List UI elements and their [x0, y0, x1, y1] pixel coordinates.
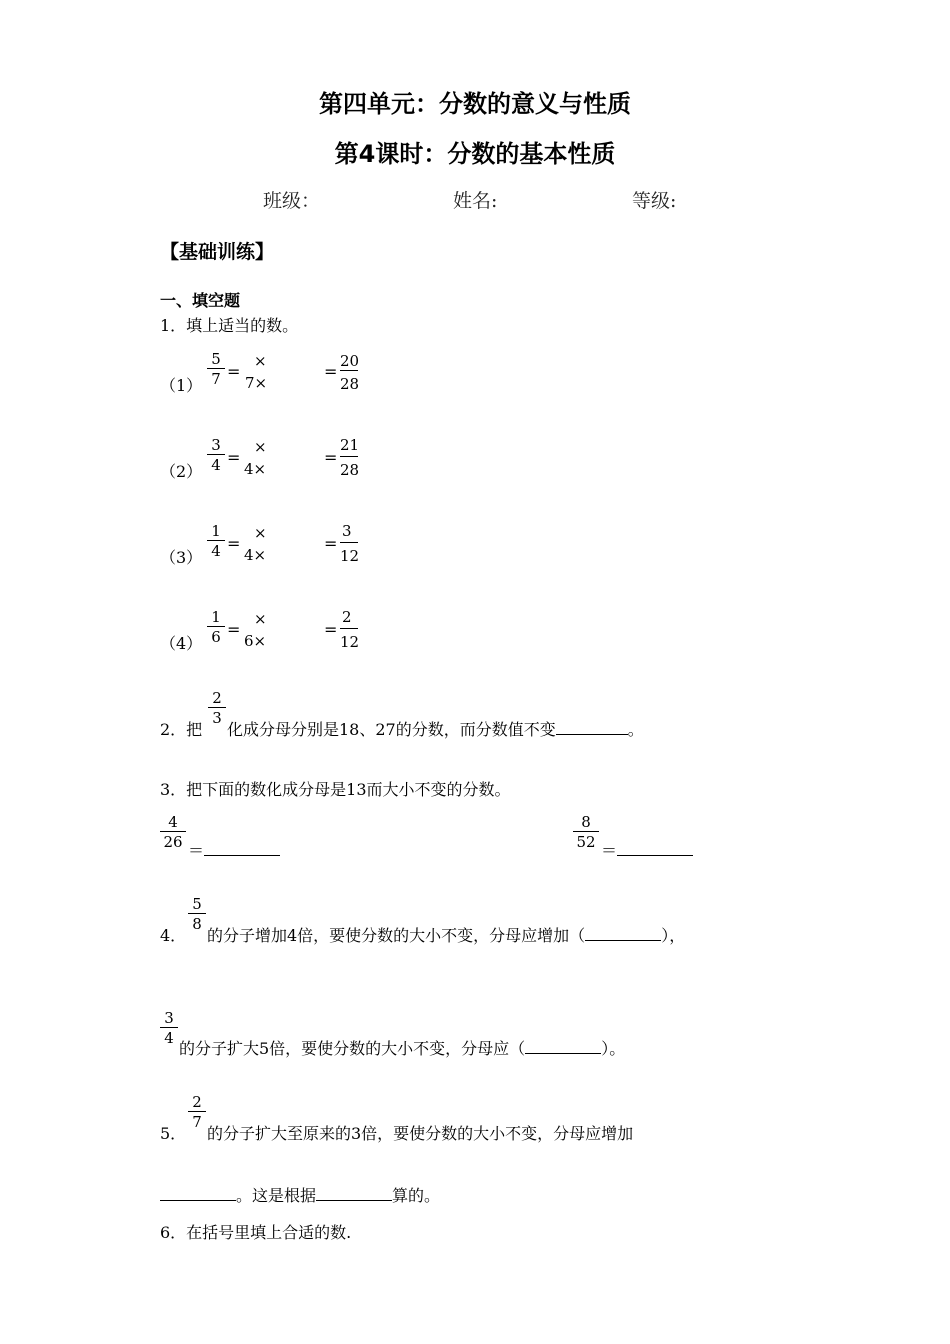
- denominator: 4: [211, 456, 221, 474]
- fraction: [208, 690, 226, 726]
- fraction: [573, 814, 599, 850]
- numerator: 4: [168, 813, 178, 831]
- name-label: 姓名:: [453, 190, 498, 212]
- q4-prefix: 4．: [160, 926, 187, 945]
- cut-den-part: 4×: [244, 546, 267, 564]
- fraction-bar: [340, 542, 358, 543]
- cut-den-part: 6×: [244, 632, 267, 650]
- denominator: 7: [211, 370, 221, 388]
- q1-item-label: （3）: [160, 548, 203, 567]
- cut-result-num: 3: [342, 522, 352, 540]
- q3-left-answer: [188, 838, 280, 861]
- q4-a-text: 的分子增加4倍，要使分数的大小不变，分母应增加（: [207, 926, 586, 945]
- q4-b-text: 的分子扩大5倍，要使分数的大小不变，分母应（: [179, 1039, 526, 1058]
- equals-sign: =: [227, 448, 241, 467]
- cut-mark-top: ×: [254, 524, 267, 542]
- q4-a-end: ），: [661, 926, 686, 945]
- section-heading: 【基础训练】: [160, 241, 275, 263]
- equals-sign: =: [227, 620, 241, 639]
- fraction: [207, 437, 225, 473]
- class-label: 班级：: [263, 190, 321, 212]
- q1-item-label: （4）: [160, 634, 203, 653]
- answer-blank[interactable]: [585, 924, 661, 941]
- q2-prefix: 2．把: [160, 720, 203, 739]
- cut-mark-top: ×: [254, 610, 267, 628]
- fraction: [160, 1010, 178, 1046]
- denominator: 4: [164, 1029, 174, 1047]
- q2-end: 。: [627, 720, 644, 739]
- numerator: 5: [211, 350, 221, 368]
- answer-blank[interactable]: [160, 1184, 236, 1201]
- numerator: 1: [211, 608, 221, 626]
- cut-result-num: 21: [340, 436, 360, 454]
- cut-result-den: 12: [340, 547, 360, 565]
- unit-title: 第四单元：分数的意义与性质: [319, 90, 631, 118]
- equals-sign: =: [324, 362, 338, 381]
- q5-prefix: 5．: [160, 1124, 187, 1143]
- q5-line-2: [160, 1183, 440, 1206]
- fraction-bar: [207, 454, 225, 455]
- denominator: 26: [163, 833, 183, 851]
- fraction: [207, 351, 225, 387]
- cut-result-num: 20: [340, 352, 360, 370]
- fraction-bar: [207, 626, 225, 627]
- equals-sign: ＝: [188, 841, 205, 860]
- fraction-bar: [207, 540, 225, 541]
- numerator: 1: [211, 522, 221, 540]
- denominator: 6: [211, 628, 221, 646]
- numerator: 2: [192, 1093, 202, 1111]
- equals-sign: =: [324, 448, 338, 467]
- cut-result-num: 2: [342, 608, 352, 626]
- cut-mark-top: ×: [254, 438, 267, 456]
- equals-sign: =: [227, 534, 241, 553]
- q4-line-a: [207, 923, 685, 946]
- fraction-bar: [340, 628, 358, 629]
- fraction-bar: [573, 831, 599, 832]
- fraction-bar: [188, 913, 206, 914]
- q4-b-end: ）。: [601, 1039, 626, 1058]
- fraction-bar: [207, 368, 225, 369]
- numerator: 3: [211, 436, 221, 454]
- answer-blank[interactable]: [525, 1037, 601, 1054]
- q1-item-label: （2）: [160, 462, 203, 481]
- cut-result-den: 28: [340, 461, 360, 479]
- cut-mark-top: ×: [254, 352, 267, 370]
- fraction-bar: [188, 1111, 206, 1112]
- q1-item-label: （1）: [160, 376, 203, 395]
- denominator: 7: [192, 1113, 202, 1131]
- q1-stem: 1．填上适当的数。: [160, 316, 299, 335]
- denominator: 3: [212, 709, 222, 727]
- q5-end: 算的。: [392, 1186, 441, 1205]
- q5-text: 的分子扩大至原来的3倍，要使分数的大小不变，分母应增加: [207, 1124, 634, 1143]
- fraction: [188, 896, 206, 932]
- fraction-bar: [160, 1027, 178, 1028]
- fraction-bar: [160, 831, 186, 832]
- cut-den-part: 7×: [245, 374, 268, 392]
- cut-result-den: 12: [340, 633, 360, 651]
- q2-text: [227, 717, 644, 740]
- lesson-title: 第4课时：分数的基本性质: [334, 140, 616, 168]
- fraction-bar: [208, 707, 226, 708]
- denominator: 8: [192, 915, 202, 933]
- answer-blank[interactable]: [316, 1184, 392, 1201]
- grade-label: 等级:: [632, 190, 677, 212]
- q2-body: 化成分母分别是18、27的分数，而分数值不变: [227, 720, 556, 739]
- numerator: 8: [581, 813, 591, 831]
- fraction: [207, 609, 225, 645]
- part-heading: 一、填空题: [160, 291, 241, 310]
- q6-stem: 6．在括号里填上合适的数.: [160, 1223, 352, 1242]
- q3-stem: 3．把下面的数化成分母是13而大小不变的分数。: [160, 780, 511, 799]
- denominator: 52: [576, 833, 596, 851]
- q5-mid: 。这是根据: [236, 1186, 317, 1205]
- denominator: 4: [211, 542, 221, 560]
- equals-sign: =: [324, 620, 338, 639]
- numerator: 3: [164, 1009, 174, 1027]
- equals-sign: =: [324, 534, 338, 553]
- q4-line-b: [179, 1036, 625, 1059]
- fraction: [188, 1094, 206, 1130]
- fraction: [160, 814, 186, 850]
- fraction: [207, 523, 225, 559]
- answer-blank[interactable]: [556, 718, 628, 735]
- numerator: 2: [212, 689, 222, 707]
- numerator: 5: [192, 895, 202, 913]
- cut-result-den: 28: [340, 375, 360, 393]
- fraction-bar: [340, 456, 358, 457]
- fraction-bar: [340, 370, 358, 371]
- equals-sign: ＝: [601, 841, 618, 860]
- equals-sign: =: [227, 362, 241, 381]
- answer-blank[interactable]: [617, 839, 693, 856]
- answer-blank[interactable]: [204, 839, 280, 856]
- cut-den-part: 4×: [244, 460, 267, 478]
- q3-right-answer: [601, 838, 693, 861]
